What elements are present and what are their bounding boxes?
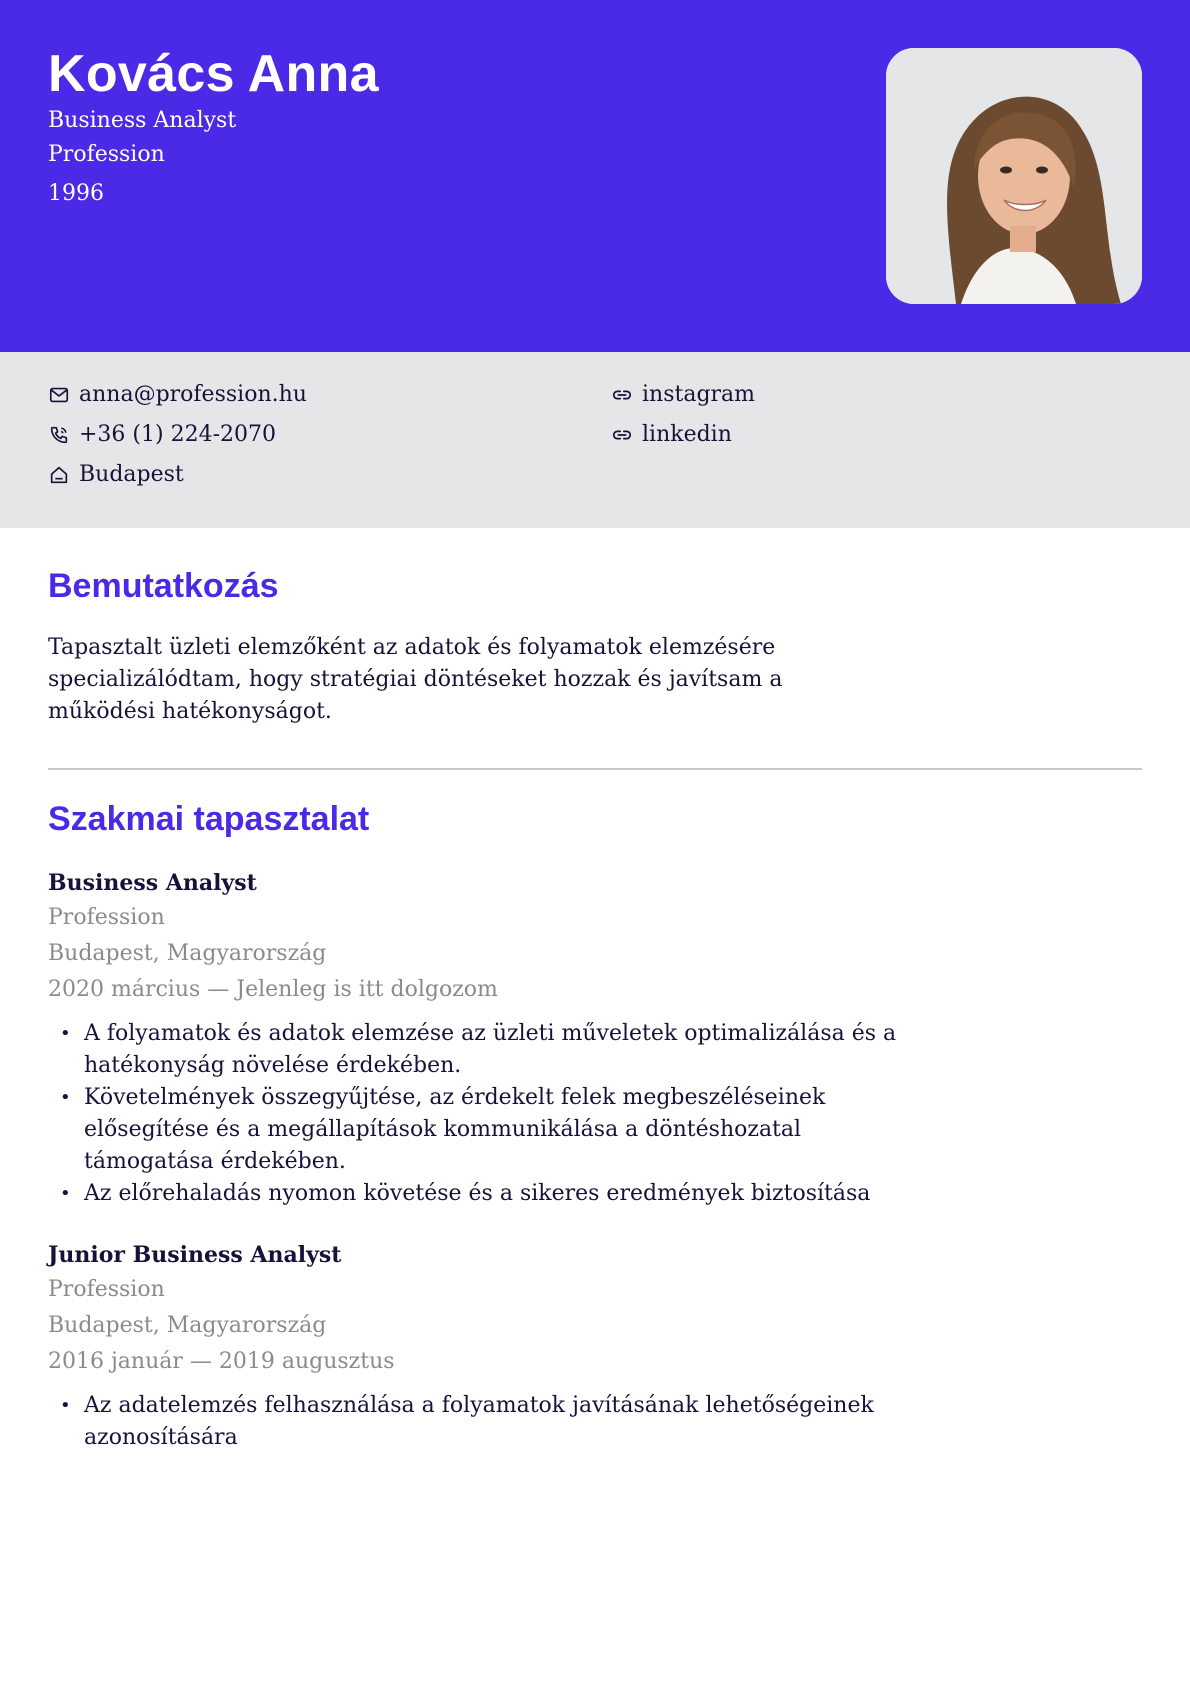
linkedin-text: linkedin [642, 422, 732, 447]
email-text: anna@profession.hu [79, 382, 307, 407]
contact-city [48, 462, 184, 487]
contact-link-instagram[interactable] [611, 382, 755, 407]
job-bullet: • Az előrehaladás nyomon követése és a sikeres eredmények biztosítása [48, 1178, 908, 1210]
birth-year: 1996 [48, 181, 104, 206]
profile-photo [886, 48, 1142, 304]
person-name: Kovács Anna [48, 45, 379, 103]
experience-heading: Szakmai tapasztalat [48, 800, 370, 838]
section-divider [48, 768, 1142, 770]
phone-text: +36 (1) 224-2070 [79, 422, 276, 447]
person-title: Business Analyst [48, 108, 237, 133]
job-bullet: • A folyamatok és adatok elemzése az üzleti műveletek optimalizálása és a hatékonyság növelése érdekében. [48, 1018, 908, 1082]
job-bullets [48, 1018, 908, 1210]
job-bullets [48, 1390, 908, 1454]
job-location: Budapest, Magyarország [48, 1313, 327, 1338]
link-icon [611, 424, 633, 446]
contact-phone[interactable] [48, 422, 276, 447]
link-icon [611, 384, 633, 406]
job-bullet: • Az adatelemzés felhasználása a folyamatok javításának lehetőségeinek azonosítására [48, 1390, 908, 1454]
instagram-text: instagram [642, 382, 756, 407]
job-entry [48, 1238, 908, 1454]
job-period: 2020 március — Jelenleg is itt dolgozom [48, 977, 498, 1002]
city-text: Budapest [79, 462, 184, 487]
intro-text: Tapasztalt üzleti elemzőként az adatok és folyamatok elemzésére specializálódtam, hogy stratégiai döntéseket hozzak és javítsam a működési hatékonyságot. [48, 635, 783, 724]
contact-link-linkedin[interactable] [611, 422, 732, 447]
home-icon [48, 464, 70, 486]
job-period: 2016 január — 2019 augusztus [48, 1349, 395, 1374]
phone-icon [48, 424, 70, 446]
person-company: Profession [48, 142, 165, 167]
job-company: Profession [48, 1277, 165, 1302]
job-location: Budapest, Magyarország [48, 941, 327, 966]
intro-heading: Bemutatkozás [48, 567, 279, 605]
job-bullet: • Követelmények összegyűjtése, az érdekelt felek megbeszéléseinek elősegítése és a megállapítások kommunikálása a döntéshozatal támogatása érdekében. [48, 1082, 908, 1178]
job-title: Junior Business Analyst [48, 1242, 342, 1268]
job-title: Business Analyst [48, 870, 257, 896]
contact-email[interactable] [48, 382, 307, 407]
mail-icon [48, 384, 70, 406]
job-company: Profession [48, 905, 165, 930]
job-entry [48, 866, 908, 1210]
